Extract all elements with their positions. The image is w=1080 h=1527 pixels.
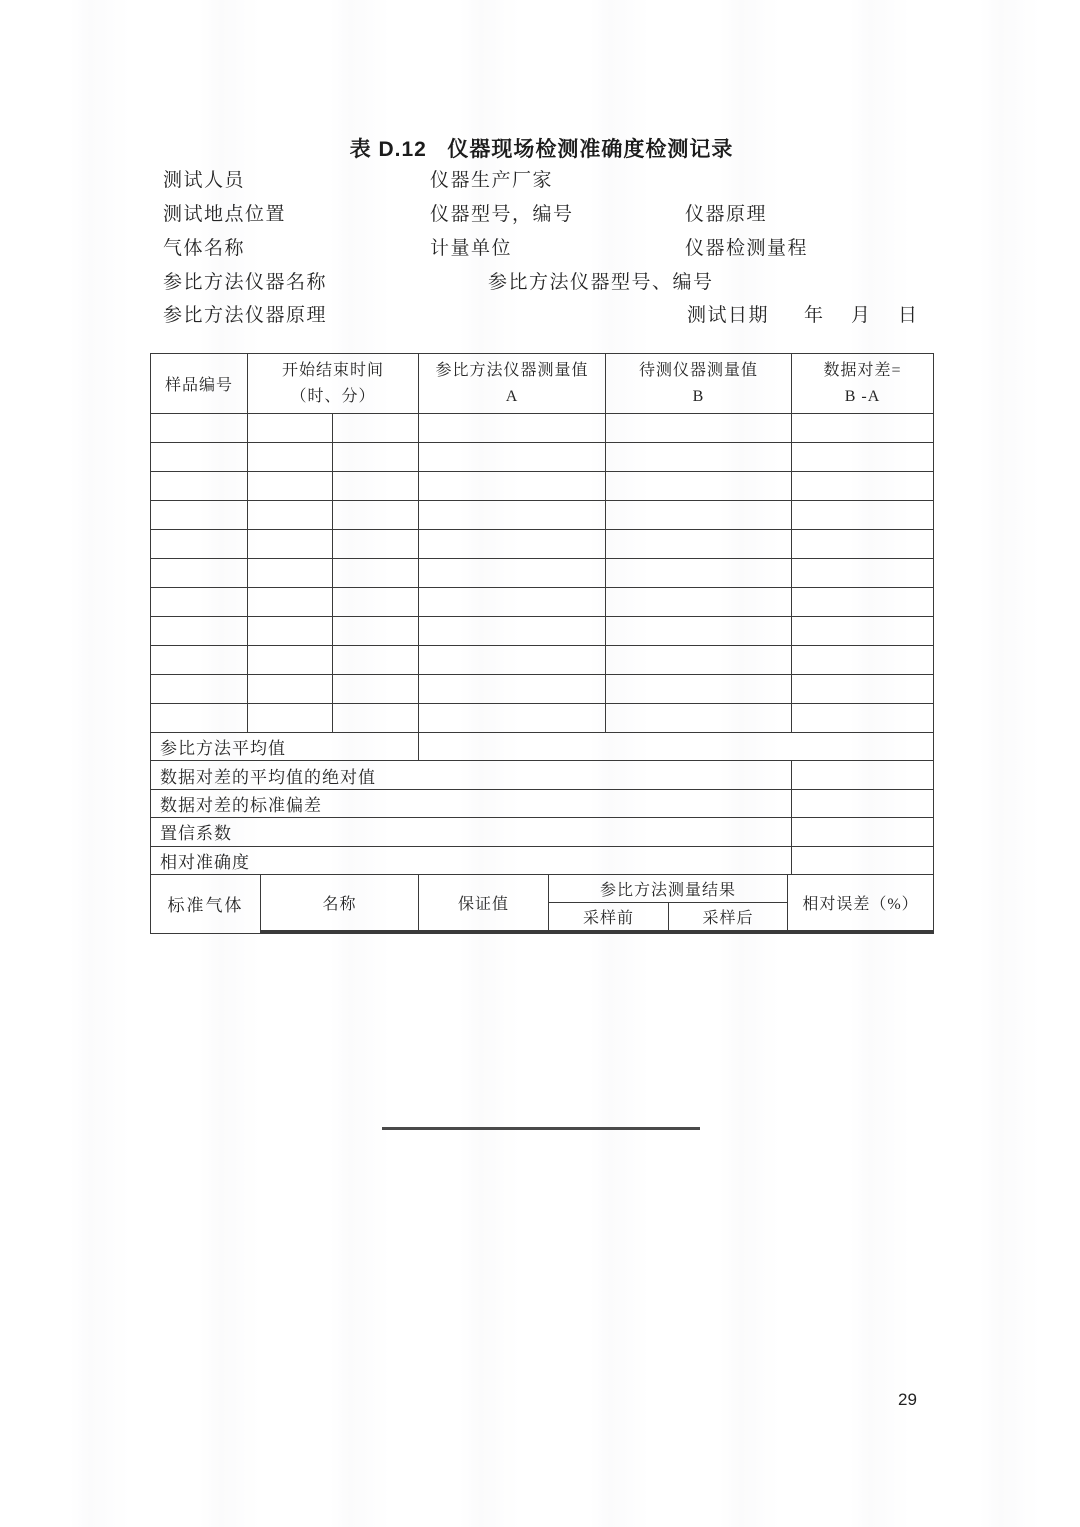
- gas-after-sampling-header: 采样后: [669, 902, 788, 930]
- empty-cell: [788, 932, 934, 933]
- month-label: 月: [851, 305, 872, 326]
- empty-cell: [151, 588, 248, 617]
- empty-data-row: [151, 617, 934, 646]
- empty-cell: [792, 559, 934, 588]
- header-dut-line1: 待测仪器测量值: [639, 361, 759, 379]
- empty-cell: [151, 617, 248, 646]
- empty-cell: [606, 530, 792, 559]
- signature-line: [382, 1127, 700, 1130]
- empty-cell: [248, 414, 333, 443]
- empty-cell: [151, 646, 248, 675]
- tester-label: 测试人员: [163, 170, 246, 191]
- empty-cell: [333, 704, 419, 733]
- empty-cell: [333, 617, 419, 646]
- empty-cell: [792, 617, 934, 646]
- empty-cell: [606, 588, 792, 617]
- empty-cell: [419, 414, 606, 443]
- std-dev-label: 数据对差的标准偏差: [151, 789, 792, 817]
- empty-cell: [333, 675, 419, 704]
- empty-cell: [333, 443, 419, 472]
- page-number: 29: [898, 1390, 917, 1409]
- empty-cell: [419, 617, 606, 646]
- empty-cell: [333, 646, 419, 675]
- standard-gas-group-label: 标准气体: [151, 874, 261, 933]
- empty-data-row: [151, 588, 934, 617]
- ref-average-label: 参比方法平均值: [151, 733, 419, 761]
- manufacturer-label: 仪器生产厂家: [430, 170, 554, 191]
- empty-cell: [333, 559, 419, 588]
- empty-cell: [792, 704, 934, 733]
- empty-data-row: [151, 932, 934, 933]
- empty-data-row: [151, 501, 934, 530]
- header-dut-measure: [606, 354, 792, 414]
- ref-principle-label: 参比方法仪器原理: [163, 305, 328, 326]
- date-label: 测试日期: [687, 305, 770, 326]
- summary-row-abs-mean-diff: [151, 761, 934, 789]
- table-header-row: [151, 354, 934, 414]
- empty-cell: [151, 501, 248, 530]
- empty-cell: [606, 472, 792, 501]
- document-title: 表 D.12 仪器现场检测准确度检测记录: [349, 138, 734, 161]
- empty-data-row: [151, 646, 934, 675]
- unit-label: 计量单位: [430, 238, 513, 259]
- empty-cell: [151, 443, 248, 472]
- empty-cell: [792, 530, 934, 559]
- empty-cell: [333, 530, 419, 559]
- empty-cell: [248, 617, 333, 646]
- empty-cell: [248, 530, 333, 559]
- empty-cell: [419, 932, 549, 933]
- empty-cell: [248, 704, 333, 733]
- summary-row-confidence: [151, 818, 934, 846]
- header-ref-measure: [419, 354, 606, 414]
- empty-cell: [419, 704, 606, 733]
- header-diff-line1: 数据对差=: [823, 361, 902, 379]
- empty-cell: [792, 443, 934, 472]
- empty-cell: [261, 932, 419, 933]
- empty-cell: [792, 414, 934, 443]
- gas-guarantee-header: 保证值: [419, 874, 549, 930]
- empty-cell: [669, 932, 788, 933]
- empty-cell: [419, 559, 606, 588]
- gas-header-row-1: [151, 874, 934, 902]
- empty-data-row: [151, 675, 934, 704]
- gas-name-header: 名称: [261, 874, 419, 930]
- ref-average-value-cell: [419, 733, 934, 761]
- empty-cell: [419, 472, 606, 501]
- empty-cell: [606, 501, 792, 530]
- empty-data-row: [151, 559, 934, 588]
- empty-data-row: [151, 414, 934, 443]
- empty-cell: [606, 443, 792, 472]
- abs-mean-diff-label: 数据对差的平均值的绝对值: [151, 761, 792, 789]
- empty-data-row: [151, 704, 934, 733]
- empty-cell: [333, 501, 419, 530]
- header-time-line2: （时、分）: [290, 387, 376, 405]
- empty-cell: [248, 501, 333, 530]
- empty-cell: [792, 675, 934, 704]
- empty-cell: [606, 617, 792, 646]
- empty-data-row: [151, 472, 934, 501]
- empty-cell: [606, 414, 792, 443]
- empty-data-row: [151, 443, 934, 472]
- empty-cell: [151, 675, 248, 704]
- empty-cell: [151, 559, 248, 588]
- gas-before-sampling-header: 采样前: [549, 902, 669, 930]
- header-start-end-time: [248, 354, 419, 414]
- confidence-value-cell: [792, 818, 934, 846]
- summary-row-relative-accuracy: [151, 846, 934, 874]
- summary-row-ref-average: [151, 733, 934, 761]
- empty-data-row: [151, 530, 934, 559]
- standard-gas-table: [150, 874, 934, 934]
- header-dut-line2: B: [692, 387, 705, 405]
- empty-cell: [792, 646, 934, 675]
- empty-cell: [248, 559, 333, 588]
- empty-cell: [248, 472, 333, 501]
- header-sample-id: 样品编号: [151, 354, 248, 414]
- header-data-diff: [792, 354, 934, 414]
- range-label: 仪器检测量程: [685, 238, 809, 259]
- empty-cell: [606, 675, 792, 704]
- accuracy-record-table: [150, 353, 934, 875]
- empty-cell: [151, 530, 248, 559]
- header-ref-line2: A: [505, 387, 519, 405]
- confidence-label: 置信系数: [151, 818, 792, 846]
- gas-relative-error-header: 相对误差（%）: [788, 874, 934, 930]
- empty-cell: [419, 501, 606, 530]
- empty-cell: [419, 646, 606, 675]
- empty-cell: [792, 501, 934, 530]
- header-diff-line2: B -A: [844, 387, 881, 405]
- empty-cell: [151, 472, 248, 501]
- empty-cell: [792, 472, 934, 501]
- ref-model-label: 参比方法仪器型号、编号: [488, 272, 714, 293]
- empty-cell: [151, 704, 248, 733]
- empty-cell: [419, 443, 606, 472]
- gas-name-label: 气体名称: [163, 238, 246, 259]
- empty-cell: [248, 588, 333, 617]
- empty-cell: [333, 472, 419, 501]
- empty-cell: [248, 675, 333, 704]
- empty-cell: [248, 646, 333, 675]
- summary-row-std-dev: [151, 789, 934, 817]
- empty-cell: [606, 559, 792, 588]
- empty-cell: [333, 414, 419, 443]
- model-label: 仪器型号，编号: [430, 204, 574, 225]
- empty-cell: [333, 588, 419, 617]
- empty-cell: [792, 588, 934, 617]
- empty-cell: [151, 414, 248, 443]
- ref-instrument-label: 参比方法仪器名称: [163, 272, 328, 293]
- relative-accuracy-value-cell: [792, 846, 934, 874]
- empty-cell: [419, 530, 606, 559]
- empty-cell: [419, 588, 606, 617]
- empty-cell: [606, 646, 792, 675]
- empty-data-rows: [151, 414, 934, 733]
- std-dev-value-cell: [792, 789, 934, 817]
- gas-ref-result-header: 参比方法测量结果: [549, 874, 788, 902]
- relative-accuracy-label: 相对准确度: [151, 846, 792, 874]
- abs-mean-diff-value-cell: [792, 761, 934, 789]
- gas-table-body: [151, 874, 934, 933]
- summary-rows: [151, 733, 934, 875]
- tables-container: [150, 353, 933, 934]
- principle-label: 仪器原理: [685, 204, 768, 225]
- empty-cell: [549, 932, 669, 933]
- day-label: 日: [898, 305, 919, 326]
- year-label: 年: [804, 305, 825, 326]
- location-label: 测试地点位置: [163, 204, 287, 225]
- empty-cell: [606, 704, 792, 733]
- empty-cell: [248, 443, 333, 472]
- header-ref-line1: 参比方法仪器测量值: [435, 361, 589, 379]
- empty-cell: [419, 675, 606, 704]
- header-time-line1: 开始结束时间: [282, 361, 385, 379]
